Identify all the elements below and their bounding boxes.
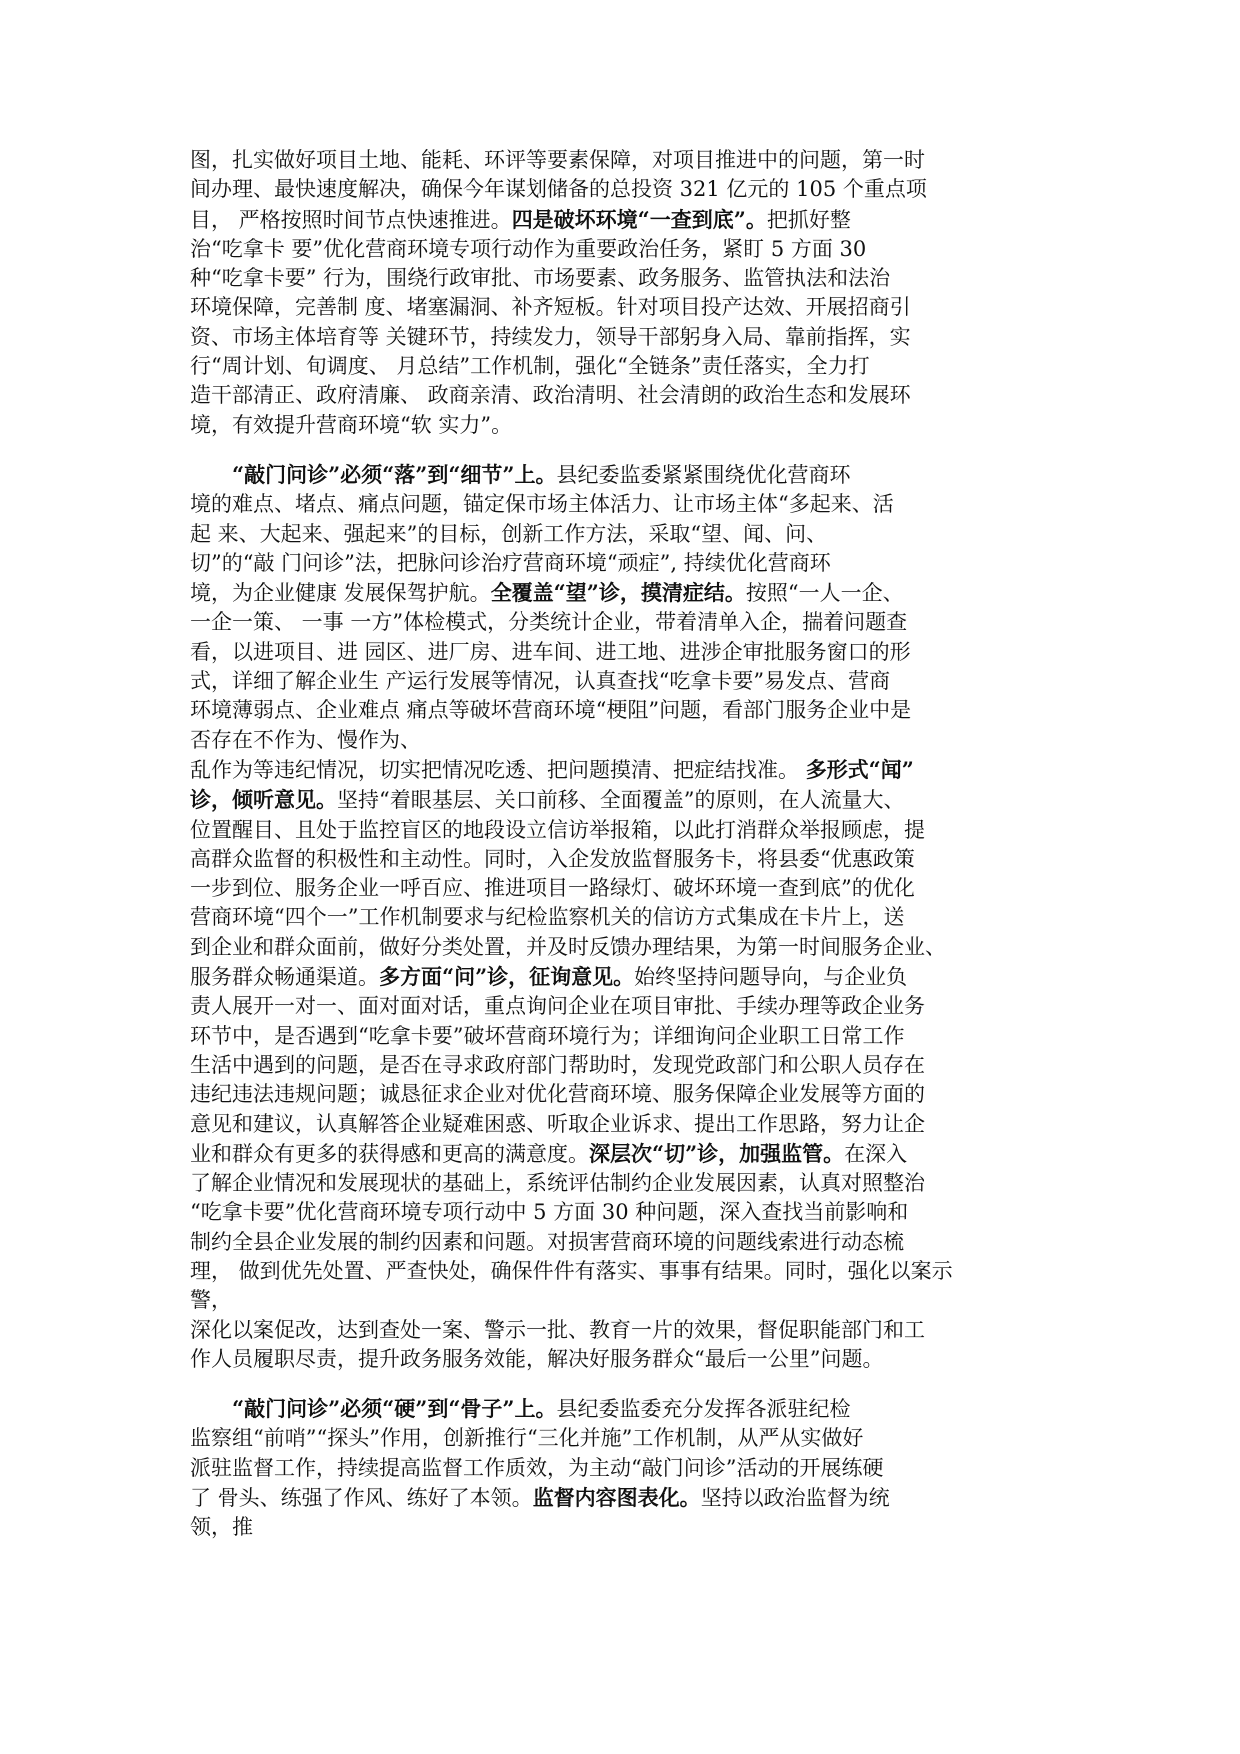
text-line — [190, 726, 1055, 755]
text-line — [190, 1394, 1055, 1424]
text-run: 乱作为等违纪情况，切实把情况吃透、把问题摸清、把症结找准。 — [190, 757, 806, 782]
text-run: 按照“一人一企、 — [745, 581, 904, 606]
text-run: 境的难点、堵点、痛点问题，锚定保市场主体活力、让市场主体“多起来、活 — [190, 492, 894, 517]
text-line — [190, 1316, 1055, 1345]
bold-heading-run: 诊，倾听意见。 — [190, 787, 337, 813]
text-run: 起 来、大起来、强起来”的目标，创新工作方法，采取“望、闻、问、 — [190, 521, 828, 546]
bold-heading-run: 多方面“问”诊，征询意见。 — [379, 964, 635, 990]
text-run: 式，详细了解企业生 产运行发展等情况，认真查找“吃拿卡要”易发点、营商 — [190, 669, 891, 694]
text-line — [190, 460, 1055, 490]
text-run: 环节中，是否遇到“吃拿卡要”破坏营商环境行为；详细询问企业职工日常工作 — [190, 1023, 905, 1048]
text-line — [190, 874, 1055, 903]
document-page — [190, 146, 1055, 1543]
text-line — [190, 903, 1055, 932]
text-line — [190, 175, 1055, 204]
text-line — [190, 1345, 1055, 1374]
text-run: 坚持“着眼基层、关口前移、全面覆盖”的原则，在人流量大、 — [337, 788, 905, 813]
text-run: 业和群众有更多的获得感和更高的满意度。 — [190, 1141, 589, 1166]
paragraph — [190, 1394, 1055, 1542]
text-run: 生活中遇到的问题，是否在寻求政府部门帮助时，发现党政部门和公职人员存在 — [190, 1052, 925, 1077]
text-line — [190, 1424, 1055, 1453]
text-run: 营商环境“四个一”工作机制要求与纪检监察机关的信访方式集成在卡片上，送 — [190, 905, 905, 930]
text-line — [190, 235, 1055, 264]
text-line — [190, 264, 1055, 293]
text-line — [190, 667, 1055, 696]
text-line — [190, 933, 1055, 962]
text-run: 位置醒目、且处于监控盲区的地段设立信访举报箱，以此打消群众举报顾虑，提 — [190, 817, 925, 842]
text-run: 警， — [190, 1288, 232, 1313]
text-run: 了解企业情况和发展现状的基础上，系统评估制约企业发展因素，认真对照整治 — [190, 1171, 925, 1196]
bold-heading-run: 全覆盖“望”诊，摸清症结。 — [490, 580, 746, 606]
text-run: 高群众监督的积极性和主动性。同时，入企发放监督服务卡，将县委“优惠政策 — [190, 846, 915, 871]
text-line — [190, 1257, 1055, 1286]
text-line — [190, 1110, 1055, 1139]
text-run: 境，为企业健康 发展保驾护航。 — [190, 581, 491, 606]
text-line — [190, 638, 1055, 667]
text-line — [190, 992, 1055, 1021]
text-run: “吃拿卡要”优化营商环境专项行动中 5 方面 30 种问题，深入查找当前影响和 — [190, 1200, 909, 1225]
text-line — [190, 755, 1055, 785]
text-run: 在深入 — [844, 1141, 908, 1166]
text-run: 一步到位、服务企业一呼百应、推进项目一路绿灯、破坏环境一查到底”的优化 — [190, 876, 915, 901]
text-run: 县纪委监委紧紧围绕优化营商环 — [556, 462, 851, 487]
text-run: 一企一策、 一事 一方”体检模式，分类统计企业，带着清单入企，揣着问题查 — [190, 610, 908, 635]
text-run: 看，以进项目、进 园区、进厂房、进车间、进工地、进涉企审批服务窗口的形 — [190, 639, 911, 664]
text-run: 监察组“前哨”“探头”作用，创新推行“三化并施”工作机制，从严从实做好 — [190, 1426, 864, 1451]
text-line — [190, 520, 1055, 549]
bold-heading-run: 深层次“切”诊，加强监管。 — [589, 1140, 845, 1166]
text-run: 切”的“敲 门问诊”法，把脉问诊治疗营商环境“顽症”, 持续优化营商环 — [190, 550, 831, 575]
text-run: 环境薄弱点、企业难点 痛点等破坏营商环境“梗阻”问题，看部门服务企业中是 — [190, 698, 912, 723]
text-line — [190, 352, 1055, 381]
text-run: 行“周计划、旬调度、 月总结”工作机制，强化“全链条”责任落实，全力打 — [190, 354, 870, 379]
text-run: 服务群众畅通渠道。 — [190, 965, 379, 990]
text-line — [190, 411, 1055, 440]
paragraph — [190, 460, 1055, 1374]
text-run: 领，推 — [190, 1515, 253, 1540]
text-line — [190, 1080, 1055, 1109]
text-line — [190, 381, 1055, 410]
text-run: 到企业和群众面前，做好分类处置，并及时反馈办理结果，为第一时间服务企业、 — [190, 934, 946, 959]
text-run: 图，扎实做好项目土地、能耗、环评等要素保障，对项目推进中的问题，第一时 — [190, 148, 925, 172]
text-line — [190, 490, 1055, 519]
bold-heading-run: “敲门问诊”必须“落”到“细节”上。 — [232, 461, 557, 487]
text-line — [190, 146, 1055, 175]
text-run: 派驻监督工作，持续提高监督工作质效，为主动“敲门问诊”活动的开展练硬 — [190, 1455, 884, 1480]
text-run: 种“吃拿卡要” 行为，围绕行政审批、市场要素、政务服务、监管执法和法治 — [190, 266, 891, 291]
text-run: 理， 做到优先处置、严查快处，确保件件有落实、事事有结果。同时，强化以案示 — [190, 1258, 953, 1283]
bold-heading-run: 多形式“闻” — [805, 756, 914, 782]
text-line — [190, 1454, 1055, 1483]
text-line — [190, 1513, 1055, 1542]
text-line — [190, 785, 1055, 815]
text-run: 始终坚持问题导向，与企业负 — [634, 965, 908, 990]
text-line — [190, 845, 1055, 874]
text-line — [190, 293, 1055, 322]
text-run: 治“吃拿卡 要”优化营商环境专项行动作为重要政治任务，紧盯 5 方面 30 — [190, 236, 867, 261]
text-run: 资、市场主体培育等 关键环节，持续发力，领导干部躬身入局、靠前指挥，实 — [190, 324, 911, 349]
text-line — [190, 1483, 1055, 1513]
text-line — [190, 578, 1055, 608]
paragraph — [190, 146, 1055, 440]
text-run: 否存在不作为、慢作为、 — [190, 727, 421, 752]
text-line — [190, 1286, 1055, 1315]
text-line — [190, 1198, 1055, 1227]
text-run: 造干部清正、政府清廉、 政商亲清、政治清明、社会清朗的政治生态和发展环 — [190, 383, 911, 408]
text-run: 作人员履职尽责，提升政务服务效能，解决好服务群众“最后一公里”问题。 — [190, 1346, 884, 1371]
text-line — [190, 962, 1055, 992]
text-line — [190, 1022, 1055, 1051]
text-run: 责人展开一对一、面对面对话，重点询问企业在项目审批、手续办理等政企业务 — [190, 994, 925, 1019]
text-line — [190, 816, 1055, 845]
text-run: 意见和建议，认真解答企业疑难困惑、听取企业诉求、提出工作思路，努力让企 — [190, 1111, 925, 1136]
bold-heading-run: 监督内容图表化。 — [532, 1485, 701, 1511]
text-run: 坚持以政治监督为统 — [700, 1486, 890, 1511]
text-line — [190, 323, 1055, 352]
text-line — [190, 1051, 1055, 1080]
text-run: 境，有效提升营商环境“软 实力”。 — [190, 412, 513, 437]
text-run: 深化以案促改，达到查处一案、警示一批、教育一片的效果，督促职能部门和工 — [190, 1317, 925, 1342]
text-line — [190, 1169, 1055, 1198]
text-run: 县纪委监委充分发挥各派驻纪检 — [556, 1397, 851, 1422]
text-run: 目， 严格按照时间节点快速推进。 — [190, 207, 512, 232]
text-run: 违纪违法违规问题；诚恳征求企业对优化营商环境、服务保障企业发展等方面的 — [190, 1082, 925, 1107]
text-line — [190, 608, 1055, 637]
text-run: 环境保障，完善制 度、堵塞漏洞、补齐短板。针对项目投产达效、开展招商引 — [190, 295, 911, 320]
text-line — [190, 1228, 1055, 1257]
bold-heading-run: “敲门问诊”必须“硬”到“骨子”上。 — [232, 1396, 557, 1422]
text-run: 把抓好整 — [766, 207, 851, 232]
text-run: 制约全县企业发展的制约因素和问题。对损害营商环境的问题线索进行动态梳 — [190, 1229, 904, 1254]
text-line — [190, 205, 1055, 235]
text-line — [190, 1139, 1055, 1169]
text-run: 了 骨头、练强了作风、练好了本领。 — [190, 1486, 533, 1511]
text-line — [190, 549, 1055, 578]
text-line — [190, 696, 1055, 725]
text-run: 间办理、最快速度解决，确保今年谋划储备的总投资 321 亿元的 105 个重点项 — [190, 177, 927, 202]
bold-heading-run: 四是破坏环境“一查到底”。 — [511, 206, 767, 232]
